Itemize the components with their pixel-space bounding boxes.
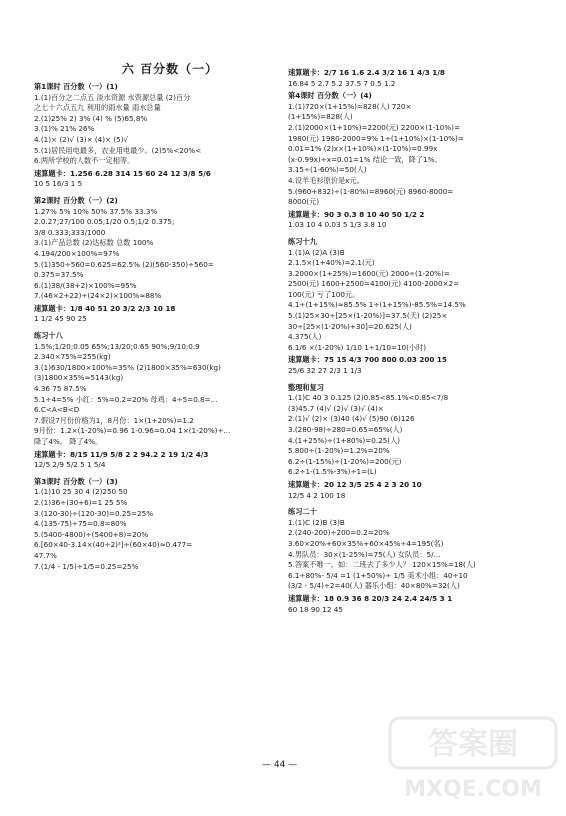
answer-line: 6.2÷1-(1.5%-3%)÷1=(L) <box>288 467 377 477</box>
answer-line: 6.C<A<B<D <box>34 405 80 415</box>
answer-line: 4.男队员：30×(1-25%)=75(人) 女队员：5/... <box>288 549 441 559</box>
answer-line: 4.设羊毛衫原价是x元。 <box>288 175 364 185</box>
answer-line: 4.36 75 87.5% <box>34 384 87 394</box>
answer-line: 3.2000×(1+25%)=1600(元) 2000÷(1-20%)= <box>288 268 450 278</box>
answer-line: 5.(1)350÷560=0.625=62.5% (2)(560-350)÷560= <box>34 259 214 269</box>
answer-line: 6.(1)38/(38+2)×100%=95% <box>34 280 137 290</box>
answer-line: 1.03 10 4 0.03 5 1/3 3.8 10 <box>288 220 387 230</box>
answer-line: 1.(1)C 40 3 0.125 (2)0.85<85.1%<0.85<7/8 <box>288 393 449 403</box>
section-line: 练习十九 <box>288 236 317 246</box>
section-line: 第1课时 百分数（一）(1) <box>34 82 118 91</box>
answer-line: 6.1/6 ×(1-20%) 1/10 1÷1/10=10(小时) <box>288 342 427 352</box>
answer-line: 8000(元) <box>288 197 320 207</box>
answer-line: 5.(5400-4800)÷(5400+8)=20% <box>34 529 149 539</box>
answer-line: 1.27% 5% 10% 50% 37.5% 33.3% <box>34 206 158 216</box>
answer-line: 1.(1)720×(1+15%)=828(人) 720× <box>288 101 412 111</box>
answer-line: 4.1÷(1+15%)≈85.5% 1÷(1+15%)-85.5%=14.5% <box>288 300 466 310</box>
answer-line: 7.(1/4 - 1/5)÷1/5=0.25=25% <box>34 561 139 571</box>
answer-line: 3.(1)% 21% 26% <box>34 124 95 134</box>
section-line: 速算题卡：8/15 11/9 5/8 2 2 94.2 2 19 1/2 4/3 <box>34 449 209 459</box>
answer-line: 2.(240-200)÷200=0.2=20% <box>288 528 390 538</box>
answer-line: 25/6 32 27 2/3 1 1/3 <box>288 366 362 376</box>
watermark-logo <box>388 716 558 806</box>
right-column <box>288 66 538 619</box>
answer-line: 3.(120-30)÷(120-30)=0.25=25% <box>34 508 154 518</box>
section-line: 整理和复习 <box>288 382 324 392</box>
answer-line: 5.(960+832)÷(1-80%)=8960(元) 8960-8000= <box>288 186 454 196</box>
answer-line: 12/5 4 2 100 18 <box>288 490 346 500</box>
answer-line: 2.(1)2000×(1+10%)=2200(元) 2200×(1-10%)= <box>288 122 461 132</box>
section-line: 第2课时 百分数（一）(2) <box>34 195 118 205</box>
answer-line: 1980(元) 1980-2000=9% 1÷(1+10%)×(1-10%)= <box>288 133 464 143</box>
answer-line: 3.(1)630/1800×100%=35% (2)1800×35%=630(kg) <box>34 362 221 372</box>
answer-line: 100(元) 亏了100元。 <box>288 289 360 299</box>
answer-line: 3/8 0.333;333/1000 <box>34 227 106 237</box>
answer-line: 2500(元) 1600+2500=4100(元) 4100-2000×2= <box>288 279 460 289</box>
answer-line: 4.(1+25%)÷(1+80%)=0.25(人) <box>288 435 401 445</box>
section-line: 速算题卡：2/7 16 1.6 2.4 3/2 16 1 4/3 1/8 <box>288 68 445 77</box>
answer-line: 3.(1)产品总数 (2)达标数 总数 100% <box>34 238 154 248</box>
answer-line: 3.(280-98)÷280=0.65=65%(人) <box>288 425 403 434</box>
answer-line: 16.84 5 2.7 5.2 37.5 7 0.5 1.2 <box>288 78 396 88</box>
watermark-bottom: MXQE.COM <box>404 777 542 802</box>
answer-line: 1.(1)C (2)B (3)B <box>288 517 345 527</box>
section-line: 第3课时 百分数（一）(3) <box>34 476 118 486</box>
section-line: 练习十八 <box>34 331 63 341</box>
answer-line: 0.01=1% (2)x×(1+10%)×(1-10%)=0.99x <box>288 144 438 154</box>
answer-line: 6.[60×40-3.14×(40÷2)²]÷(60×40)≈0.477= <box>34 540 193 550</box>
answer-line: 9月份：1.2×(1-20%)=0.96 1-0.96=0.04 1×(1-20%)÷... <box>34 426 231 436</box>
answer-line: 10 5 16/3 1 5 <box>34 179 83 189</box>
answer-line: 2.(1)25% 2) 3% (4) % (5)65.8% <box>34 113 148 123</box>
answer-line: 3.15÷(1-60%)=50(人) <box>288 165 367 175</box>
answer-line: 2.0.27;27/100 0.05;1/20 0.5;1/2 0.375; <box>34 217 175 227</box>
answer-line: 5.(1)居民用电最多，农业用电最少。(2)5%<20%< <box>34 145 202 155</box>
answer-line: 4.(1)× (2)√ (3)× (4)× (5)√ <box>34 134 129 144</box>
answer-line: 6.1÷80%- 5/4 =1 (1+50%)÷ 1/5 美术小组：40÷10 <box>288 570 468 580</box>
answer-line: 1.(1)10 25 30 4 (2)250 50 <box>34 487 128 497</box>
watermark-top: 答案圈 <box>428 727 518 762</box>
answer-line: 30÷[25×(1-20%)+30]=20.625(人) <box>288 321 412 331</box>
answer-line: 之七十六点五九 利用的雨水量 雨水总量 <box>34 103 161 113</box>
answer-line: 4.194/200×100%=97% <box>34 248 120 258</box>
section-line: 速算题卡：18 0.9 36 8 20/3 24 2.4 24/5 3 1 <box>288 593 453 603</box>
page-number: — 44 — <box>262 760 298 770</box>
answer-line: 4.(135-75)÷75=0.8=80% <box>34 519 127 529</box>
answer-line: 7.假设7月份价格为1，8月份：1×(1+20%)=1.2 <box>34 415 194 425</box>
answer-line: 1.5%;1/20;0.05 65%;13/20;0.65 90%;9/10;0.9 <box>34 341 200 351</box>
answer-line: 5.800÷(1-20%)=1.2%=20% <box>288 446 390 456</box>
answer-line: 1.(1)百分之二点五 淡水资源 水资源总量 (2)百分 <box>34 92 191 102</box>
answer-line: 1 1/2 45 90 25 <box>34 314 87 324</box>
answer-line: 3.60×20%+60×35%+60×45%÷4=195(名) <box>288 538 444 548</box>
answer-line: (1+15%)=828(人) <box>288 112 353 122</box>
section-line: 第4课时 百分数（一）(4) <box>288 91 372 101</box>
answer-line: 5.答案不唯一。如：二班去了多少人？ 120×15%=18(人) <box>288 560 476 570</box>
answer-line: 0.375=37.5% <box>34 270 84 280</box>
answer-line: 2.1.5×(1+40%)=2.1(元) <box>288 258 375 268</box>
answer-line: (3/2 - 5/4)÷2=40(人) 器乐小组：40×80%=32(人) <box>288 581 460 591</box>
answer-line: (3)45.7 (4)√ (2)√ (3)√ (4)× <box>288 403 384 413</box>
answer-line: 2.(1)√ (2)× (3)40 (4)√ (5)90 (6)126 <box>288 414 415 424</box>
answer-line: 2.340×75%=255(kg) <box>34 352 111 362</box>
answer-line: 4.375(人) <box>288 332 322 342</box>
page-title: 六 百分数（一） <box>121 62 219 76</box>
answer-line: 6.2÷(1-15%)÷(1-20%)=200(元) <box>288 456 402 466</box>
answer-line: 7.(46×2+22)÷(24×2)×100%≈88% <box>34 291 162 301</box>
answer-line: (3)1800×35%≈5143(kg) <box>34 373 124 383</box>
section-line: 速算题卡：1.256 6.28 314 15 60 24 12 3/8 5/6 <box>34 168 211 178</box>
answer-line: 降了4%。 降了4%。 <box>34 437 103 446</box>
section-line: 速算题卡：90 3 0.3 8 10 40 50 1/2 2 <box>288 209 425 219</box>
answer-line: 5.(1)25×30÷[25×(1-20%)]=37.5(天) (2)25× <box>288 311 448 321</box>
section-line: 速算题卡：1/8 40 51 20 3/2 2/3 10 18 <box>34 303 176 313</box>
answer-line: (x-0.99x)÷x=0.01=1% 结论一致，降了1%。 <box>288 154 442 164</box>
answer-line: 60 18 90 12 45 <box>288 604 343 614</box>
answer-line: 12/5 2/9 5/2 5 1 5/4 <box>34 460 106 470</box>
answer-line: 1.(1)A (2)A (3)B <box>288 247 345 257</box>
answer-line: 2.(1)36÷(30+6)=1 25 5% <box>34 497 128 507</box>
section-line: 速算题卡：75 15 4/3 700 800 0.03 200 15 <box>288 355 447 365</box>
answer-line: 5.1÷4=5% 小红：5%=0.2=20% 母鸡：4÷5=0.8=... <box>34 394 218 404</box>
left-column <box>34 80 289 572</box>
answer-line: 47.7% <box>34 550 57 560</box>
section-line: 速算题卡：20 12 3/5 25 4 2 3 20 10 <box>288 479 422 489</box>
section-line: 练习二十 <box>288 507 317 517</box>
answer-line: 6.两所学校的人数不一定相等。 <box>34 156 135 166</box>
